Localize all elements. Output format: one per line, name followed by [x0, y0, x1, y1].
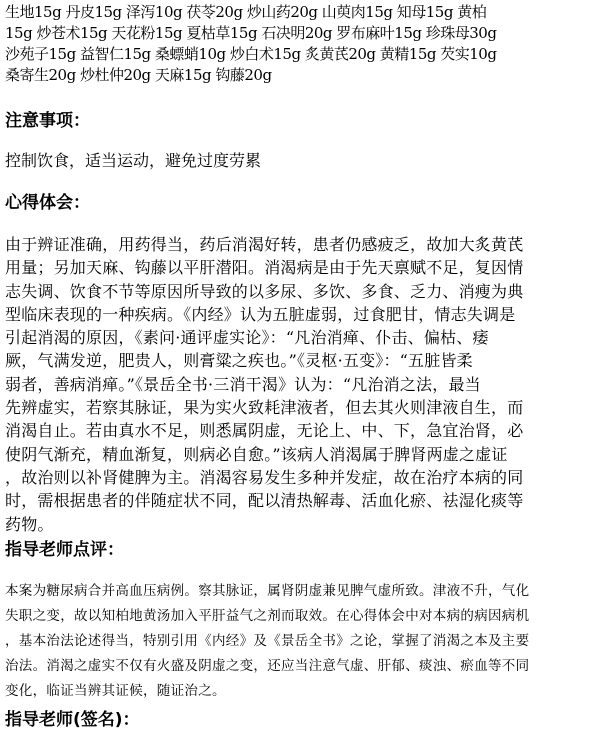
comment-line: ，基本治法论述得当，特别引用《内经》及《景岳全书》之论，掌握了消渴之本及主要: [5, 633, 530, 649]
notes-heading: 注意事项：: [5, 111, 90, 131]
experience-line: 由于辨证准确，用药得当，药后消渴好转，患者仍感疲乏，故加大炙黄芪: [5, 235, 524, 254]
prescription-line: 沙苑子15g 益智仁15g 桑螵蛸10g 炒白术15g 炙黄芪20g 黄精15g 芡实10g: [5, 45, 497, 63]
experience-line: 先辨虚实，若察其脉证，果为实火致耗津液者，但去其火则津液自生，而: [5, 398, 524, 418]
prescription-line: 桑寄生20g 炒杜仲20g 天麻15g 钩藤20g: [5, 66, 272, 84]
experience-line: 用量；另加天麻、钩藤以平肝潜阳。消渴病是由于先天禀赋不足，复因情: [5, 258, 524, 278]
teacher-comment-heading: 指导老师点评：: [5, 540, 124, 560]
comment-line: 失职之变，故以知柏地黄汤加入平肝益气之剂而取效。在心得体会中对本病的病因病机: [5, 608, 530, 624]
experience-line: 厥，气满发逆，肥贵人，则膏粱之疾也。”《灵枢·五变》：“五脏皆柔: [5, 351, 473, 371]
experience-line: 消渴自止。若由真水不足，则悉属阴虚，无论上、中、下，急宜治肾，必: [5, 421, 524, 441]
prescription-line: 15g 炒苍术15g 天花粉15g 夏枯草15g 石决明20g 罗布麻叶15g 珍珠母30g: [5, 24, 497, 42]
comment-line: 本案为糖尿病合并高血压病例。察其脉证，属肾阴虚兼见脾气虚所致。津液不升，气化: [5, 583, 530, 599]
comment-line: 治法。消渴之虚实不仅有火盛及阴虚之变，还应当注意气虚、肝郁、痰浊、瘀血等不同: [5, 658, 530, 674]
prescription: [5, 2, 595, 86]
experience-line: 使阴气渐充，精血渐复，则病必自愈。”该病人消渴属于脾肾两虚之虚证: [5, 444, 508, 464]
comment-line: 变化，临证当辨其证候，随证治之。: [5, 683, 226, 699]
experience-line: ，故治则以补肾健脾为主。消渴容易发生多种并发症，故在治疗本病的同: [5, 467, 524, 487]
teacher-comment-body: [5, 579, 595, 704]
notes-text: 控制饮食，适当运动，避免过度劳累: [5, 151, 262, 170]
experience-line: 时，需根据患者的伴随症状不同，配以清热解毒、活血化瘀、祛湿化痰等: [5, 491, 524, 511]
experience-line: 型临床表现的一种疾病。《内经》认为五脏虚弱，过食肥甘，情志失调是: [5, 304, 516, 324]
experience-line: 志失调、饮食不节等原因所导致的以多尿、多饮、多食、乏力、消瘦为典: [5, 281, 524, 301]
experience-line: 弱者，善病消瘅。”《景岳全书·三消干渴》认为：“凡治消之法，最当: [5, 374, 481, 394]
prescription-line: 生地15g 丹皮15g 泽泻10g 茯苓20g 炒山药20g 山萸肉15g 知母15g 黄柏: [5, 3, 487, 21]
experience-heading: 心得体会：: [5, 193, 90, 213]
experience-line: 引起消渴的原因，《素问·通评虚实论》：“凡治消瘅、仆击、偏枯、痿: [5, 328, 489, 348]
signature-heading: 指导老师(签名)：: [5, 710, 140, 730]
experience-line: 药物。: [5, 514, 54, 534]
experience-body: [5, 233, 595, 536]
